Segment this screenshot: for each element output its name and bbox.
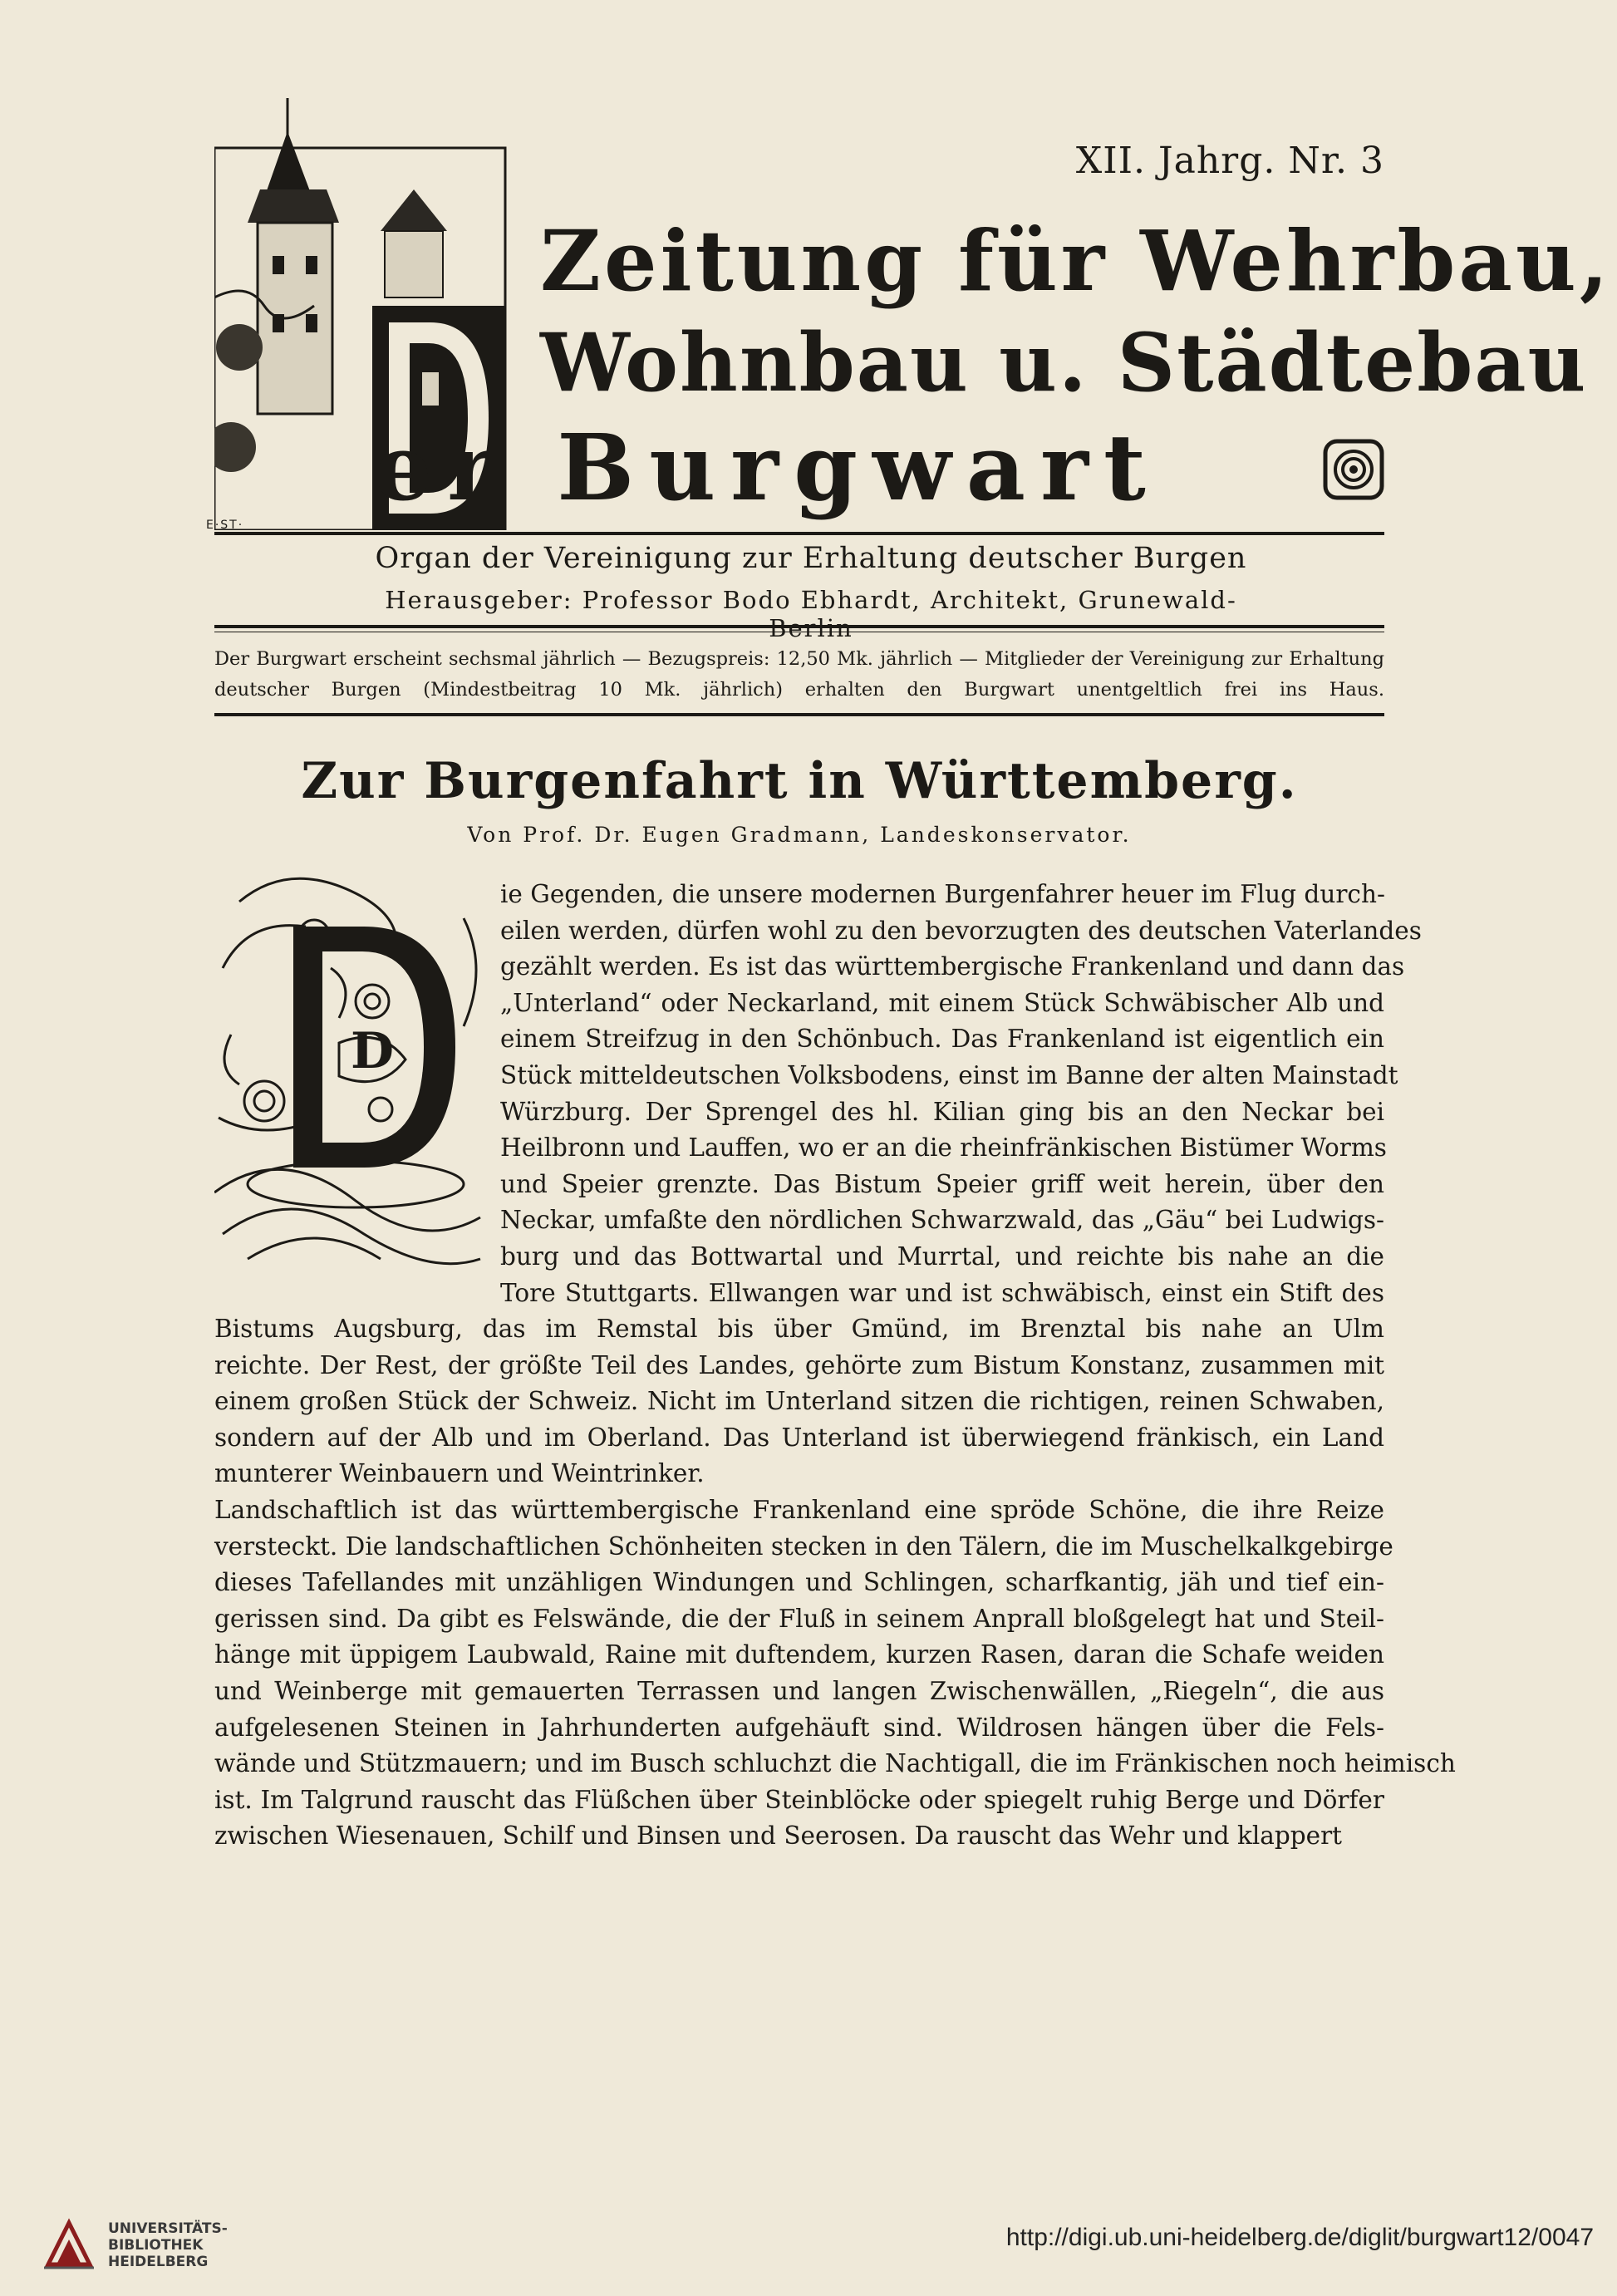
- text-line: Landschaftlich ist das württembergische Frankenland eine spröde Schöne, die ihre Reize: [214, 1496, 1384, 1524]
- illustrator-initials: E·ST·: [206, 519, 244, 532]
- institution-line2: BIBLIOTHEK: [108, 2237, 204, 2254]
- source-url-link[interactable]: http://digi.ub.uni-heidelberg.de/diglit/burgwart12/0047: [1005, 2224, 1594, 2251]
- divider-thick: [214, 625, 1384, 628]
- text-line: einem großen Stück der Schweiz. Nicht im Unterland sitzen die richtigen, reinen Schwaben,: [214, 1387, 1384, 1416]
- issue-number: XII. Jahrg. Nr. 3: [1075, 140, 1384, 182]
- text-line: wände und Stützmauern; und im Busch schluchzt die Nachtigall, die im Fränkischen noch heimisch: [214, 1749, 1456, 1778]
- masthead-title-line3: er Burgwart: [374, 414, 1161, 521]
- masthead-title-line1: Zeitung für Wehrbau,: [540, 212, 1612, 310]
- text-line: ie Gegenden, die unsere modernen Burgenfahrer heuer im Flug durch-: [500, 880, 1385, 908]
- institution-line3: HEIDELBERG: [108, 2254, 209, 2270]
- text-line: einem Streifzug in den Schönbuch. Das Frankenland ist eigentlich ein: [500, 1025, 1384, 1054]
- text-line: und Weinberge mit gemauerten Terrassen und langen Zwischenwällen, „Riegeln“, die aus: [214, 1676, 1384, 1705]
- text-line: eilen werden, dürfen wohl zu den bevorzugten des deutschen Vaterlandes: [500, 916, 1422, 945]
- text-line: „Unterland“ oder Neckarland, mit einem Stück Schwäbischer Alb und: [500, 988, 1384, 1017]
- text-line: und Speier grenzte. Das Bistum Speier griff weit herein, über den: [500, 1169, 1384, 1198]
- body-paragraph-1: [214, 1311, 1384, 1492]
- body-paragraph-2: [214, 1492, 1456, 1855]
- masthead-title-line2: Wohnbau u. Städtebau: [540, 316, 1588, 410]
- text-line: munterer Weinbauern und Weintrinker.: [214, 1459, 705, 1488]
- text-line: Tore Stuttgarts. Ellwangen war und ist schwäbisch, einst ein Stift des: [500, 1278, 1384, 1307]
- text-line: sondern auf der Alb und im Oberland. Das Unterland ist überwiegend fränkisch, ein Land: [214, 1423, 1384, 1452]
- institution-line1: UNIVERSITÄTS-: [108, 2220, 228, 2237]
- university-library-logo: [40, 2215, 98, 2273]
- editor-line: Herausgeber: Professor Bodo Ebhardt, Architekt, Grunewald-Berlin: [385, 586, 1237, 642]
- text-line: ist. Im Talgrund rauscht das Flüßchen über Steinblöcke oder spiegelt ruhig Berge und Dörfer: [214, 1785, 1384, 1814]
- ornamental-drop-cap: [214, 868, 490, 1280]
- drop-cap-letter: D: [350, 1022, 395, 1080]
- text-line: zwischen Wiesenauen, Schilf und Binsen und Seerosen. Da rauscht das Wehr und klappert: [214, 1822, 1343, 1851]
- text-line: Neckar, umfaßte den nördlichen Schwarzwald, das „Gäu“ bei Ludwigs-: [500, 1206, 1384, 1235]
- institution-name: [108, 2220, 228, 2270]
- masthead-rule: [214, 532, 1384, 535]
- text-line: Stück mitteldeutschen Volksbodens, einst im Banne der alten Mainstadt: [500, 1060, 1398, 1089]
- text-line: gezählt werden. Es ist das württembergische Frankenland und dann das: [500, 952, 1405, 981]
- article-byline: Von Prof. Dr. Eugen Gradmann, Landeskonservator.: [467, 823, 1132, 847]
- text-line: Heilbronn und Lauffen, wo er an die rheinfränkischen Bistümer Worms: [500, 1133, 1387, 1163]
- text-line: aufgelesenen Steinen in Jahrhunderten aufgehäuft sind. Wildrosen hängen über die Fels-: [214, 1713, 1384, 1742]
- subscription-notice: Der Burgwart erscheint sechsmal jährlich — Bezugspreis: 12,50 Mk. jährlich — Mitglieder der Vereinigung zur Erhaltung deutscher Burgen (Mindestbeitrag 10 Mk. jährlich) erhalten den Burgwart unentgeltlich frei ins Haus.: [214, 648, 1384, 701]
- text-line: Würzburg. Der Sprengel des hl. Kilian ging bis an den Neckar bei: [500, 1097, 1384, 1126]
- text-line: Bistums Augsburg, das im Remstal bis über Gmünd, im Brenztal bis nahe an Ulm: [214, 1315, 1384, 1343]
- text-line: gerissen sind. Da gibt es Felswände, die der Fluß in seinem Anprall bloßgelegt hat und Steil-: [214, 1604, 1384, 1633]
- intro-paragraph: [500, 877, 1422, 1311]
- text-line: burg und das Bottwartal und Murrtal, und reichte bis nahe an die: [500, 1241, 1384, 1271]
- divider-bottom: [214, 713, 1384, 716]
- text-line: hänge mit üppigem Laubwald, Raine mit duftendem, kurzen Rasen, daran die Schafe weiden: [214, 1640, 1384, 1669]
- rose-ornament-icon: [1323, 439, 1384, 500]
- article-title: Zur Burgenfahrt in Württemberg.: [301, 752, 1298, 810]
- text-line: dieses Tafellandes mit unzähligen Windungen und Schlingen, scharfkantig, jäh und tief ein-: [214, 1568, 1384, 1597]
- text-line: reichte. Der Rest, der größte Teil des Landes, gehörte zum Bistum Konstanz, zusammen mit: [214, 1350, 1384, 1379]
- text-line: versteckt. Die landschaftlichen Schönheiten stecken in den Tälern, die im Muschelkalkgebirge: [214, 1531, 1393, 1561]
- organ-line: Organ der Vereinigung zur Erhaltung deutscher Burgen: [375, 542, 1247, 575]
